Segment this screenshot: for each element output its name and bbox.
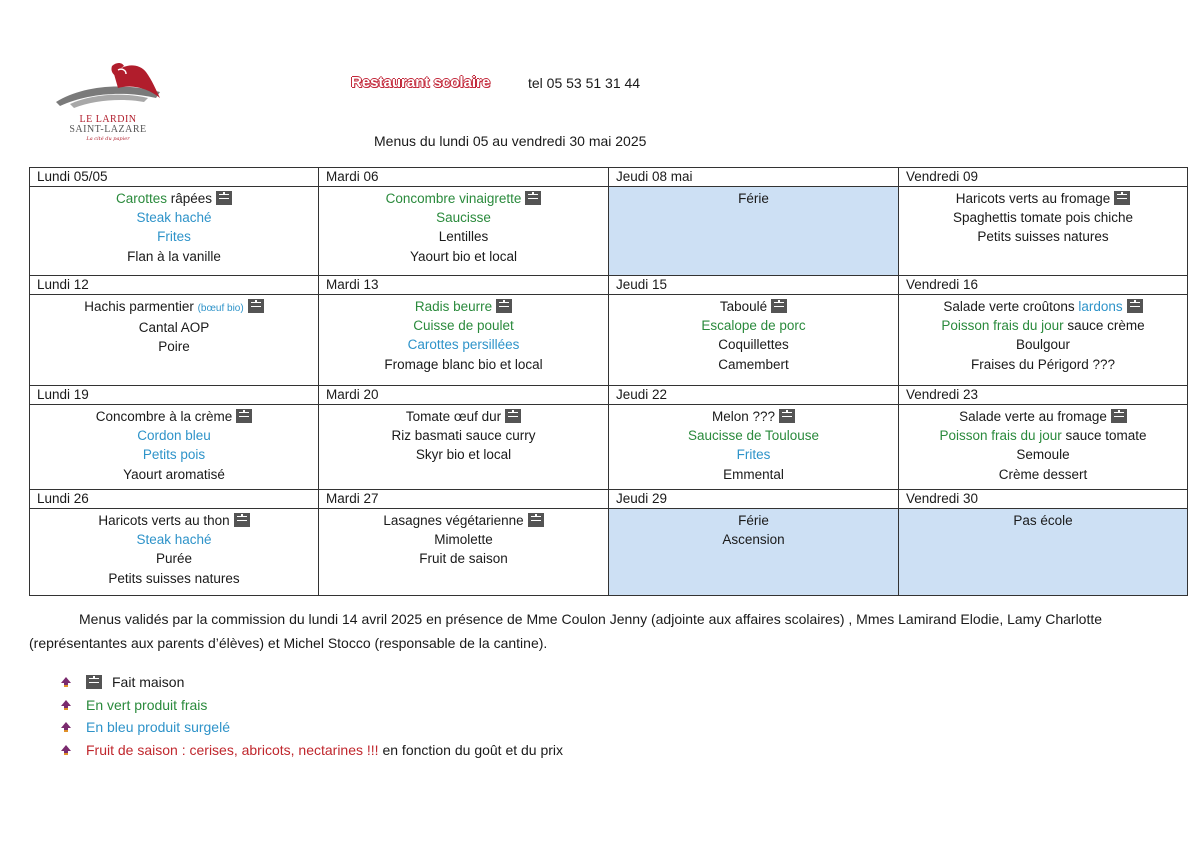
menu-item <box>319 316 608 335</box>
menu-item <box>30 465 318 484</box>
menu-item <box>30 445 318 464</box>
menu-item-text: Steak haché <box>136 532 212 548</box>
holiday-cell <box>609 187 899 276</box>
menu-item-text: Férie <box>738 513 769 528</box>
menu-item-text: Coquillettes <box>718 337 789 353</box>
menu-item-text: Petits pois <box>142 447 206 463</box>
logo-mark-icon <box>52 58 164 114</box>
week-day-row <box>30 386 1188 405</box>
menu-item <box>319 355 608 374</box>
homemade-icon <box>1127 299 1143 313</box>
menu-item <box>30 297 318 318</box>
day-label: Jeudi 15 <box>609 276 899 295</box>
menu-item-text: râpées <box>167 191 213 206</box>
logo-text-saint-lazare: SAINT-LAZARE <box>69 124 147 135</box>
week-meal-row <box>30 295 1188 386</box>
menu-item <box>30 549 318 568</box>
menu-item-text: Frites <box>736 447 771 463</box>
homemade-icon <box>505 409 521 423</box>
menu-item-text: Lentilles <box>438 229 489 245</box>
menu-item-text: Purée <box>155 551 193 567</box>
menu-item-text: Yaourt bio et local <box>409 248 518 264</box>
menu-item-text: Poisson frais du jour <box>941 318 1064 334</box>
menu-item-text: Fruit de saison <box>419 551 508 567</box>
homemade-icon <box>234 513 250 527</box>
meal-cell <box>319 509 609 596</box>
menu-item-text: Escalope de porc <box>701 318 806 334</box>
menu-item <box>319 208 608 227</box>
menu-item <box>30 530 318 549</box>
menu-item-text: Saucisse <box>436 210 491 226</box>
menu-item-text: Salade verte au fromage <box>959 409 1107 424</box>
menu-item-text: Riz basmati sauce curry <box>391 428 536 444</box>
menu-item-text: lardons <box>1078 299 1123 314</box>
legend-item-frozen <box>60 716 563 739</box>
menu-item <box>609 445 898 464</box>
arrow-bullet-icon <box>60 744 72 756</box>
menu-item <box>319 227 608 246</box>
week-day-row <box>30 276 1188 295</box>
menu-item-text: Frites <box>157 229 191 245</box>
menu-item <box>899 426 1187 445</box>
holiday-cell <box>899 509 1188 596</box>
menu-item <box>899 511 1187 530</box>
menu-item <box>30 208 318 227</box>
menu-item-text: sauce tomate <box>1061 428 1147 444</box>
homemade-icon <box>86 675 102 689</box>
meal-cell <box>30 405 319 490</box>
week-day-row <box>30 490 1188 509</box>
meal-cell <box>899 405 1188 490</box>
day-label: Vendredi 16 <box>899 276 1188 295</box>
menu-item-text: Poisson frais du jour <box>939 428 1062 444</box>
menu-item-text: Lasagnes végétarienne <box>383 513 524 528</box>
meal-cell <box>609 405 899 490</box>
menu-item <box>319 335 608 354</box>
day-label: Vendredi 30 <box>899 490 1188 509</box>
menu-item <box>899 407 1187 426</box>
menu-item-text: Spaghettis tomate pois chiche <box>952 210 1134 226</box>
menu-item <box>609 465 898 484</box>
week-day-row <box>30 168 1188 187</box>
homemade-icon <box>1111 409 1127 423</box>
menu-item-text: Haricots verts au thon <box>98 513 230 528</box>
menu-item-text: (bœuf bio) <box>197 303 244 314</box>
menu-item-text: Carottes persillées <box>407 337 520 353</box>
menu-item <box>319 530 608 549</box>
legend-fresh-label: En vert produit frais <box>86 696 208 713</box>
menu-table <box>29 167 1188 596</box>
menu-item-text: Mimolette <box>434 532 493 548</box>
menu-item <box>609 335 898 354</box>
menu-item-text: Concombre vinaigrette <box>385 191 522 206</box>
day-label: Jeudi 08 mai <box>609 168 899 187</box>
day-label: Jeudi 29 <box>609 490 899 509</box>
meal-cell <box>30 509 319 596</box>
menu-item <box>899 445 1187 464</box>
arrow-bullet-icon <box>60 721 72 733</box>
menu-item <box>30 426 318 445</box>
homemade-icon <box>216 191 232 205</box>
day-label: Lundi 05/05 <box>30 168 319 187</box>
menu-item-text: Camembert <box>718 356 789 372</box>
menu-item-text: Cantal AOP <box>138 320 210 336</box>
day-label: Mardi 27 <box>319 490 609 509</box>
menu-item-text: Crème dessert <box>998 466 1088 482</box>
menu-item <box>609 530 898 549</box>
menu-item <box>30 407 318 426</box>
menu-item <box>609 407 898 426</box>
legend-homemade-label: Fait maison <box>112 674 185 690</box>
menu-item <box>609 355 898 374</box>
menu-item <box>899 297 1187 316</box>
menu-item-text: Haricots verts au fromage <box>955 191 1111 206</box>
menu-item-text: Yaourt aromatisé <box>123 466 225 482</box>
menu-item-text: Hachis parmentier <box>84 299 198 314</box>
menu-item <box>319 247 608 266</box>
menu-item <box>899 208 1187 227</box>
homemade-icon <box>771 299 787 313</box>
menu-period: Menus du lundi 05 au vendredi 30 mai 2025 <box>374 133 647 149</box>
legend <box>60 671 563 761</box>
legend-fruit-suffix: en fonction du goût et du prix <box>378 741 564 758</box>
week-meal-row <box>30 509 1188 596</box>
menu-item-text: Melon ??? <box>711 409 776 424</box>
day-label: Mardi 13 <box>319 276 609 295</box>
menu-item-text: Steak haché <box>136 210 212 226</box>
menu-item-text: Cordon bleu <box>137 428 211 444</box>
logo-text-lardin: LE LARDIN <box>79 114 137 125</box>
menu-item-text: Radis beurre <box>414 299 493 314</box>
meal-cell <box>319 187 609 276</box>
menu-item <box>30 569 318 588</box>
menu-item <box>609 189 898 208</box>
menu-item <box>899 316 1187 335</box>
menu-item-text: Concombre à la crème <box>95 409 233 424</box>
menu-item <box>30 227 318 246</box>
meal-cell <box>609 295 899 386</box>
meal-cell <box>319 295 609 386</box>
menu-item <box>30 318 318 337</box>
homemade-icon <box>236 409 252 423</box>
day-label: Lundi 26 <box>30 490 319 509</box>
menu-item <box>319 297 608 316</box>
legend-item-fruit <box>60 739 563 762</box>
menu-item-text: Petits suisses natures <box>108 570 240 586</box>
menu-item <box>899 189 1187 208</box>
menu-item <box>899 355 1187 374</box>
menu-item-text: Boulgour <box>1015 337 1071 353</box>
legend-fruit-label: Fruit de saison : cerises, abricots, nectarines !!! <box>86 741 379 758</box>
day-label: Jeudi 22 <box>609 386 899 405</box>
day-label: Mardi 06 <box>319 168 609 187</box>
homemade-icon <box>779 409 795 423</box>
meal-cell <box>899 295 1188 386</box>
menu-item-text: Taboulé <box>719 299 768 314</box>
meal-cell <box>319 405 609 490</box>
logo <box>52 58 164 148</box>
menu-item <box>609 297 898 316</box>
homemade-icon <box>248 299 264 313</box>
menu-item <box>899 465 1187 484</box>
menu-item-text: Férie <box>738 191 769 206</box>
day-label: Vendredi 09 <box>899 168 1188 187</box>
meal-cell <box>30 187 319 276</box>
homemade-icon <box>528 513 544 527</box>
logo-tagline: La cité du papier <box>86 136 130 142</box>
arrow-bullet-icon <box>60 699 72 711</box>
menu-item-text: Petits suisses natures <box>977 229 1109 245</box>
menu-item-text: Saucisse de Toulouse <box>687 428 820 444</box>
validation-note: Menus validés par la commission du lundi 14 avril 2025 en présence de Mme Coulon Jenny (adjointe aux affaires scolaires) , Mmes Lamirand Elodie, Lamy Charlotte (représentantes aux parents d’élèves) et Michel Stocco (responsable de la cantine). <box>29 611 1103 651</box>
menu-item-text: Poire <box>158 339 190 355</box>
homemade-icon <box>496 299 512 313</box>
legend-item-homemade <box>60 671 563 694</box>
menu-item-text: Skyr bio et local <box>415 447 512 463</box>
menu-item-text: Emmental <box>723 466 784 482</box>
menu-item <box>319 189 608 208</box>
week-meal-row <box>30 187 1188 276</box>
menu-item-text: Fromage blanc bio et local <box>384 356 543 372</box>
menu-item <box>319 511 608 530</box>
homemade-icon <box>525 191 541 205</box>
day-label: Mardi 20 <box>319 386 609 405</box>
menu-item <box>319 407 608 426</box>
arrow-bullet-icon <box>60 676 72 688</box>
menu-item-text: Tomate œuf dur <box>405 409 502 424</box>
menu-item-text: Pas école <box>1013 513 1073 528</box>
page-title: Restaurant scolaire <box>351 74 491 91</box>
day-label: Vendredi 23 <box>899 386 1188 405</box>
menu-item-text: sauce crème <box>1063 318 1145 334</box>
homemade-icon <box>1114 191 1130 205</box>
menu-item <box>30 247 318 266</box>
menu-item-text: Fraises du Périgord ??? <box>970 356 1116 372</box>
menu-item-text: Carottes <box>115 191 167 206</box>
menu-item <box>319 549 608 568</box>
menu-item <box>30 511 318 530</box>
menu-item <box>30 337 318 356</box>
menu-item-text: Cuisse de poulet <box>413 318 514 334</box>
holiday-cell <box>609 509 899 596</box>
menu-item <box>609 316 898 335</box>
menu-item <box>609 426 898 445</box>
menu-item-text: Flan à la vanille <box>127 248 221 264</box>
menu-item <box>609 511 898 530</box>
menu-item <box>899 335 1187 354</box>
menu-item <box>30 189 318 208</box>
week-meal-row <box>30 405 1188 490</box>
menu-item <box>899 227 1187 246</box>
legend-item-fresh <box>60 694 563 717</box>
day-label: Lundi 12 <box>30 276 319 295</box>
menu-item-text: Salade verte croûtons <box>943 299 1079 314</box>
menu-item <box>319 426 608 445</box>
phone-number: tel 05 53 51 31 44 <box>528 75 641 91</box>
menu-item-text: Ascension <box>722 532 785 548</box>
menu-item <box>319 445 608 464</box>
menu-item-text: Semoule <box>1016 447 1070 463</box>
day-label: Lundi 19 <box>30 386 319 405</box>
meal-cell <box>30 295 319 386</box>
legend-frozen-label: En bleu produit surgelé <box>86 719 230 735</box>
meal-cell <box>899 187 1188 276</box>
